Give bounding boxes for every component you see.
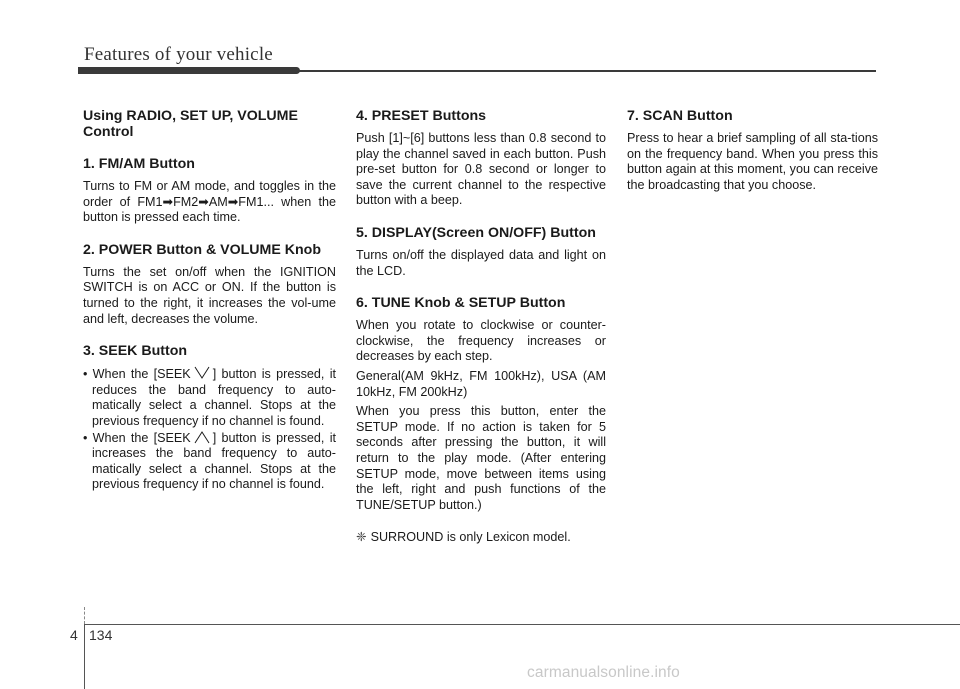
display-body: Turns on/off the displayed data and light on the LCD. [356,247,606,278]
section-fm-am [83,156,336,226]
note-text: SURROUND is only Lexicon model. [370,530,571,545]
footer-rule [84,624,960,625]
tune-setup-p1: When you rotate to clockwise or counter-clockwise, the frequency increases or decreases by each step. [356,318,606,364]
seek-title: 3. SEEK Button [83,343,188,360]
column-1 [83,108,336,509]
column-2 [356,108,606,546]
display-title: 5. DISPLAY(Screen ON/OFF) Button [356,224,596,241]
power-volume-body: Turns the set on/off when the IGNITION SWITCH is on ACC or ON. If the button is turned to the right, it increases the vol-ume and left, decreases the volume. [83,264,336,326]
scan-body: Press to hear a brief sampling of all sta-tions on the frequency band. When you press this button again at this moment, you can receive the broadcasting that you choose. [627,131,878,192]
preset-title: 4. PRESET Buttons [356,108,487,124]
footer-vertical-line [84,624,85,689]
section-seek [83,343,336,493]
seek-up-pre: • When the [SEEK [83,430,191,445]
seek-up-post: ] button is pressed, it increases the band frequency to auto-matically select a channel. Stops at the previous frequency if no channel is found. [92,430,336,492]
list-item [83,366,336,429]
list-item [83,430,336,493]
seek-down-post: ] button is pressed, it reduces the band frequency to auto-matically select a channel. Stops at the previous frequency if no channel is found. [92,367,336,428]
header-bar [78,67,300,74]
seek-down-pre: • When the [SEEK [83,367,191,382]
section-scan [627,108,878,193]
fm-am-body: Turns to FM or AM mode, and toggles in the order of FM1➡FM2➡AM➡FM1... when the button is pressed each time. [83,179,336,225]
tune-setup-p3: When you press this button, enter the SETUP mode. If no action is taken for 5 seconds after pressing the button, it will return to the play mode. (After entering SETUP mode, move between items using the left, right and push functions of the TUNE/SETUP button.) [356,404,606,512]
section-preset [356,108,606,209]
surround-note [356,530,606,546]
section-tune-setup [356,295,606,513]
chevron-down-icon [191,366,213,380]
power-volume-title: 2. POWER Button & VOLUME Knob [83,241,322,258]
scan-title: 7. SCAN Button [627,108,733,124]
header-rule [298,70,876,72]
preset-body: Push [1]~[6] buttons less than 0.8 second to play the channel saved in each button. Push pre-set button for 0.8 second or longer to save the current channel to the respective button with a beep. [356,131,606,208]
chapter-number: 4 [70,627,78,643]
column-3 [627,108,878,209]
page-header-title: Features of your vehicle [84,44,273,65]
section-display [356,225,606,279]
footer-dashed-line [84,607,85,624]
note-symbol-icon: ❈ [356,530,367,545]
fm-am-title: 1. FM/AM Button [83,156,195,172]
section-main-heading [83,108,336,140]
tune-setup-p2: General(AM 9kHz, FM 100kHz), USA (AM 10kHz, FM 200kHz) [356,368,606,399]
watermark-link[interactable]: carmanualsonline.info [527,664,680,681]
tune-setup-title: 6. TUNE Knob & SETUP Button [356,295,566,312]
seek-list [83,366,336,493]
section-power-volume [83,242,336,327]
page-number: 134 [89,627,113,643]
chevron-up-icon [191,430,213,444]
main-heading: Using RADIO, SET UP, VOLUME Control [83,108,298,140]
